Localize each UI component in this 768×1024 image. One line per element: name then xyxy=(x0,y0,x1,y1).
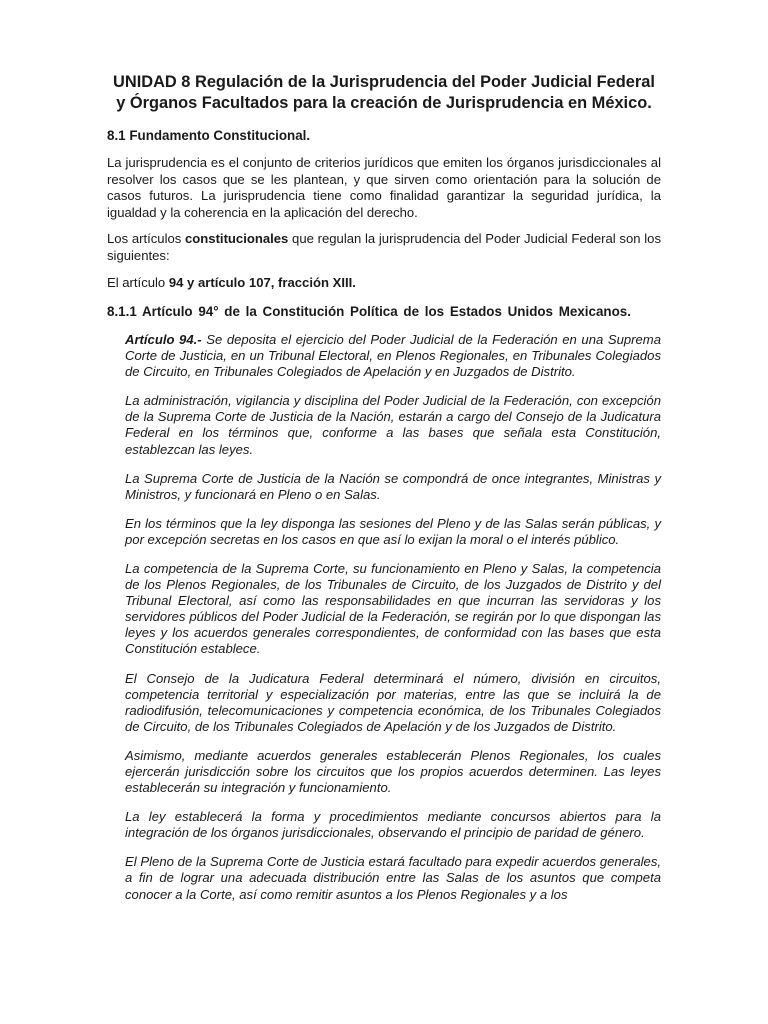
article-94-label: Artículo 94.- xyxy=(125,331,202,347)
bold-text-constitucionales: constitucionales xyxy=(185,231,289,247)
article-94-paragraph-9: El Pleno de la Suprema Corte de Justicia estará facultado para expedir acuerdos generales, a fin de lograr una adecuada distribución entre las Salas de los asuntos que competa conocer a la Corte, así como remitir asuntos a los Plenos Regionales y a los xyxy=(125,854,661,902)
article-94-paragraph-4: En los términos que la ley disponga las sesiones del Pleno y de las Salas serán públicas, y por excepción secretas en los casos en que así lo exijan la moral o el interés público. xyxy=(125,515,661,547)
article-94-paragraph-7: Asimismo, mediante acuerdos generales establecerán Plenos Regionales, los cuales ejercerán jurisdicción sobre los circuitos que los propios acuerdos determinen. Las leyes establecerán su integración y funcionamiento. xyxy=(125,747,661,796)
article-94-paragraph-5: La competencia de la Suprema Corte, su funcionamiento en Pleno y Salas, la competencia de los Plenos Regionales, de los Tribunales de Circuito, de los Juzgados de Distrito y del Tribunal Electoral, así como las responsabilidades en que incurran las servidoras y los servidores públicos del Poder Judicial de la Federación, se regirán por lo que dispongan las leyes y los acuerdos generales correspondientes, de conformidad con las bases que esta Constitución establece. xyxy=(125,560,661,657)
section-heading-8-1: 8.1 Fundamento Constitucional. xyxy=(107,128,311,143)
bold-text-articles: 94 y artículo 107, fracción XIII. xyxy=(168,274,356,290)
text-run: Los artículos xyxy=(107,231,186,247)
text-run: que regulan la jurisprudencia del Poder Judicial Federal son los siguientes: xyxy=(107,231,661,263)
paragraph-jurisprudencia-definition: La jurisprudencia es el conjunto de criterios jurídicos que emiten los órganos jurisdiccionales al resolver los casos que se les plantean, y que sirven como orientación para la solución de casos futuros. La jurisprudencia tiene como finalidad garantizar la seguridad jurídica, la igualdad y la coherencia en la aplicación del derecho. xyxy=(107,155,661,220)
article-94-paragraph-8: La ley establecerá la forma y procedimientos mediante concursos abiertos para la integración de los órganos jurisdiccionales, observando el principio de paridad de género. xyxy=(125,809,661,841)
article-94-paragraph-3: La Suprema Corte de Justicia de la Nación se compondrá de once integrantes, Ministras y Ministros, y funcionará en Pleno o en Salas. xyxy=(125,470,661,502)
article-94-paragraph-1 xyxy=(125,332,661,380)
document-page xyxy=(107,72,661,916)
document-title: UNIDAD 8 Regulación de la Jurisprudencia del Poder Judicial Federal y Órganos Facultados para la creación de Jurisprudencia en México. xyxy=(113,73,655,112)
article-94-paragraph-6: El Consejo de la Judicatura Federal determinará el número, división en circuitos, competencia territorial y especialización por materias, entre las que se incluirá la de radiodifusión, telecomunicaciones y competencia económica, de los Tribunales Colegiados de Circuito, de los Tribunales Colegiados de Apelación y de los Juzgados de Distrito. xyxy=(125,670,661,734)
section-heading-8-1-1: 8.1.1 Artículo 94° de la Constitución Política de los Estados Unidos Mexicanos. xyxy=(107,304,631,320)
paragraph-constitutional-articles xyxy=(107,231,661,264)
article-94-quote xyxy=(125,332,661,903)
text-run: Se deposita el ejercicio del Poder Judicial de la Federación en una Suprema Corte de Justicia, en un Tribunal Electoral, en Plenos Regionales, en Tribunales Colegiados de Circuito, en Tribunales Colegiados de Apelación y en Juzgados de Distrito. xyxy=(125,331,661,380)
article-94-paragraph-2: La administración, vigilancia y disciplina del Poder Judicial de la Federación, con excepción de la Suprema Corte de Justicia de la Nación, estarán a cargo del Consejo de la Judicatura Federal en los términos que, conforme a las bases que señala esta Constitución, establezcan las leyes. xyxy=(125,393,661,457)
text-run: El artículo xyxy=(107,274,169,290)
paragraph-article-list xyxy=(107,275,661,292)
